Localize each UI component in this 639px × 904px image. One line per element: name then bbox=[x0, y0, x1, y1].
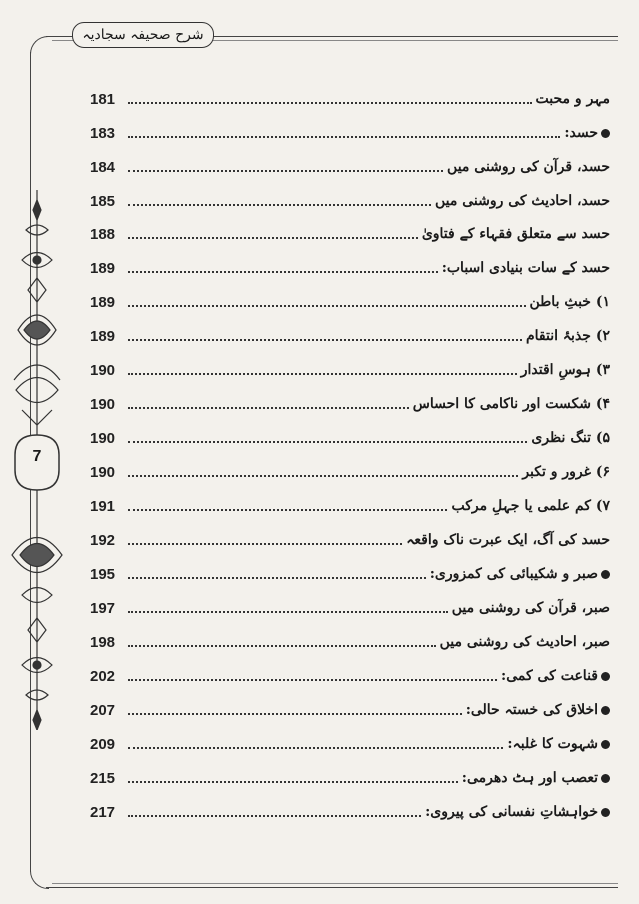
toc-entry-text: ۱) خبثِ باطن bbox=[529, 294, 610, 310]
toc-page-number: 191 bbox=[90, 497, 116, 515]
toc-entry-title bbox=[406, 532, 610, 548]
bullet-icon bbox=[601, 570, 610, 579]
toc-entry bbox=[90, 321, 610, 351]
toc-page-number: 192 bbox=[90, 531, 116, 549]
toc-entry bbox=[90, 152, 610, 182]
toc-page-number: 190 bbox=[90, 429, 116, 447]
toc-entry bbox=[90, 355, 610, 385]
dot-leader bbox=[128, 373, 517, 375]
toc-entry-title bbox=[507, 736, 610, 752]
toc-entry-text: مہر و محبت bbox=[535, 91, 610, 107]
dot-leader bbox=[128, 577, 426, 579]
toc-entry-title bbox=[531, 430, 610, 446]
bullet-icon bbox=[601, 672, 610, 681]
toc-entry-title bbox=[564, 125, 610, 141]
toc-entry-title bbox=[440, 634, 610, 650]
toc-entry bbox=[90, 118, 610, 148]
toc-entry bbox=[90, 559, 610, 589]
dot-leader bbox=[128, 509, 447, 511]
toc-entry bbox=[90, 593, 610, 623]
toc-page-number: 197 bbox=[90, 599, 116, 617]
book-title: شرح صحیفہ سجادیہ bbox=[82, 27, 204, 43]
toc-entry bbox=[90, 525, 610, 555]
toc-page-number: 185 bbox=[90, 192, 116, 210]
toc-entry-text: تعصب اور ہٹ دھرمی: bbox=[461, 770, 598, 786]
toc-page-number: 190 bbox=[90, 395, 116, 413]
toc-entry-text: حسد کے سات بنیادی اسباب: bbox=[441, 260, 610, 276]
dot-leader bbox=[128, 407, 409, 409]
dot-leader bbox=[128, 102, 532, 104]
toc-entry-text: صبر، قرآن کی روشنی میں bbox=[451, 600, 610, 616]
toc-page-number: 181 bbox=[90, 90, 116, 108]
toc-entry-text: صبر و شکیبائی کی کمزوری: bbox=[429, 566, 598, 582]
toc-entry-text: اخلاق کی خستہ حالی: bbox=[465, 702, 598, 718]
toc-entry-text: قناعت کی کمی: bbox=[501, 668, 598, 684]
toc-entry bbox=[90, 84, 610, 114]
toc-page-number: 202 bbox=[90, 667, 116, 685]
dot-leader bbox=[128, 679, 497, 681]
frame-line-bottom-inner bbox=[52, 883, 618, 884]
dot-leader bbox=[128, 713, 462, 715]
toc-entry bbox=[90, 729, 610, 759]
toc-entry-text: حسد، احادیث کی روشنی میں bbox=[434, 193, 610, 209]
toc-entry-text: حسد، قرآن کی روشنی میں bbox=[447, 159, 610, 175]
toc-entry bbox=[90, 763, 610, 793]
bullet-icon bbox=[601, 740, 610, 749]
toc-entry-text: ۳) ہوسِ اقتدار bbox=[520, 362, 610, 378]
toc-page-number: 215 bbox=[90, 769, 116, 787]
toc-entry-text: ۲) جذبۂ انتقام bbox=[525, 328, 610, 344]
toc-entry bbox=[90, 253, 610, 283]
bullet-icon bbox=[601, 774, 610, 783]
dot-leader bbox=[128, 305, 526, 307]
toc-entry-text: حسد کی آگ، ایک عبرت ناک واقعہ bbox=[406, 532, 610, 548]
toc-page-number: 198 bbox=[90, 633, 116, 651]
dot-leader bbox=[128, 543, 402, 545]
toc-entry bbox=[90, 219, 610, 249]
dot-leader bbox=[128, 441, 527, 443]
toc-entry-text: ۶) غرور و تکبر bbox=[522, 464, 610, 480]
toc-page-number: 183 bbox=[90, 124, 116, 142]
dot-leader bbox=[128, 747, 503, 749]
toc-entry-text: حسد سے متعلق فقہاء کے فتاویٰ bbox=[421, 226, 610, 242]
toc-entry-title bbox=[536, 91, 610, 107]
toc-page-number: 209 bbox=[90, 735, 116, 753]
dot-leader bbox=[128, 339, 522, 341]
toc-entry-title bbox=[501, 668, 610, 684]
toc-entry-text: حسد: bbox=[564, 125, 598, 141]
toc-entry-text: ۵) تنگ نظری bbox=[531, 430, 610, 446]
toc-page-number: 190 bbox=[90, 361, 116, 379]
frame-corner-top-left bbox=[30, 36, 49, 55]
dot-leader bbox=[128, 204, 431, 206]
toc-entry-title bbox=[430, 566, 610, 582]
toc-page-number: 189 bbox=[90, 327, 116, 345]
toc-entry bbox=[90, 287, 610, 317]
toc-entry bbox=[90, 457, 610, 487]
toc-entry-title bbox=[425, 804, 610, 820]
dot-leader bbox=[128, 645, 436, 647]
toc-page-number: 217 bbox=[90, 803, 116, 821]
toc-entry bbox=[90, 695, 610, 725]
dot-leader bbox=[128, 271, 438, 273]
toc-entry bbox=[90, 186, 610, 216]
toc-entry-title bbox=[413, 396, 610, 412]
toc-entry-text: ۴) شکست اور ناکامی کا احساس bbox=[412, 396, 610, 412]
toc-page-number: 188 bbox=[90, 225, 116, 243]
page-number: 7 bbox=[32, 448, 42, 465]
toc-entry-title bbox=[521, 362, 610, 378]
toc-page-number: 207 bbox=[90, 701, 116, 719]
toc-entry bbox=[90, 389, 610, 419]
toc-entry bbox=[90, 423, 610, 453]
toc-entry bbox=[90, 627, 610, 657]
toc-page-number: 195 bbox=[90, 565, 116, 583]
toc-page-number: 189 bbox=[90, 259, 116, 277]
toc-entry-text: شہوت کا غلبہ: bbox=[507, 736, 598, 752]
toc-entry-title bbox=[522, 464, 610, 480]
dot-leader bbox=[128, 475, 518, 477]
toc-page-number: 190 bbox=[90, 463, 116, 481]
toc-entry-title bbox=[451, 498, 610, 514]
toc-entry bbox=[90, 491, 610, 521]
dot-leader bbox=[128, 815, 421, 817]
toc-entry-title bbox=[435, 193, 610, 209]
toc-entry-title bbox=[526, 328, 610, 344]
bullet-icon bbox=[601, 808, 610, 817]
toc-entry bbox=[90, 797, 610, 827]
toc-entry-title bbox=[466, 702, 610, 718]
toc-entry-title bbox=[442, 260, 610, 276]
bullet-icon bbox=[601, 706, 610, 715]
dot-leader bbox=[128, 611, 448, 613]
bullet-icon bbox=[601, 129, 610, 138]
running-header bbox=[72, 22, 214, 48]
dot-leader bbox=[128, 170, 443, 172]
toc-page-number: 184 bbox=[90, 158, 116, 176]
toc-entry-title bbox=[462, 770, 610, 786]
toc-page-number: 189 bbox=[90, 293, 116, 311]
dot-leader bbox=[128, 781, 458, 783]
frame-line-bottom bbox=[46, 887, 618, 888]
toc-entry-title bbox=[422, 226, 610, 242]
toc-entry-title bbox=[452, 600, 610, 616]
toc-entry-text: صبر، احادیث کی روشنی میں bbox=[439, 634, 610, 650]
dot-leader bbox=[128, 136, 560, 138]
toc-entry-title bbox=[530, 294, 611, 310]
toc-entry bbox=[90, 661, 610, 691]
toc-entry-title bbox=[447, 159, 610, 175]
dot-leader bbox=[128, 237, 418, 239]
toc-entry-text: خواہشاتِ نفسانی کی پیروی: bbox=[425, 804, 598, 820]
toc-entry-text: ۷) کم علمی یا جہلِ مرکب bbox=[451, 498, 610, 514]
